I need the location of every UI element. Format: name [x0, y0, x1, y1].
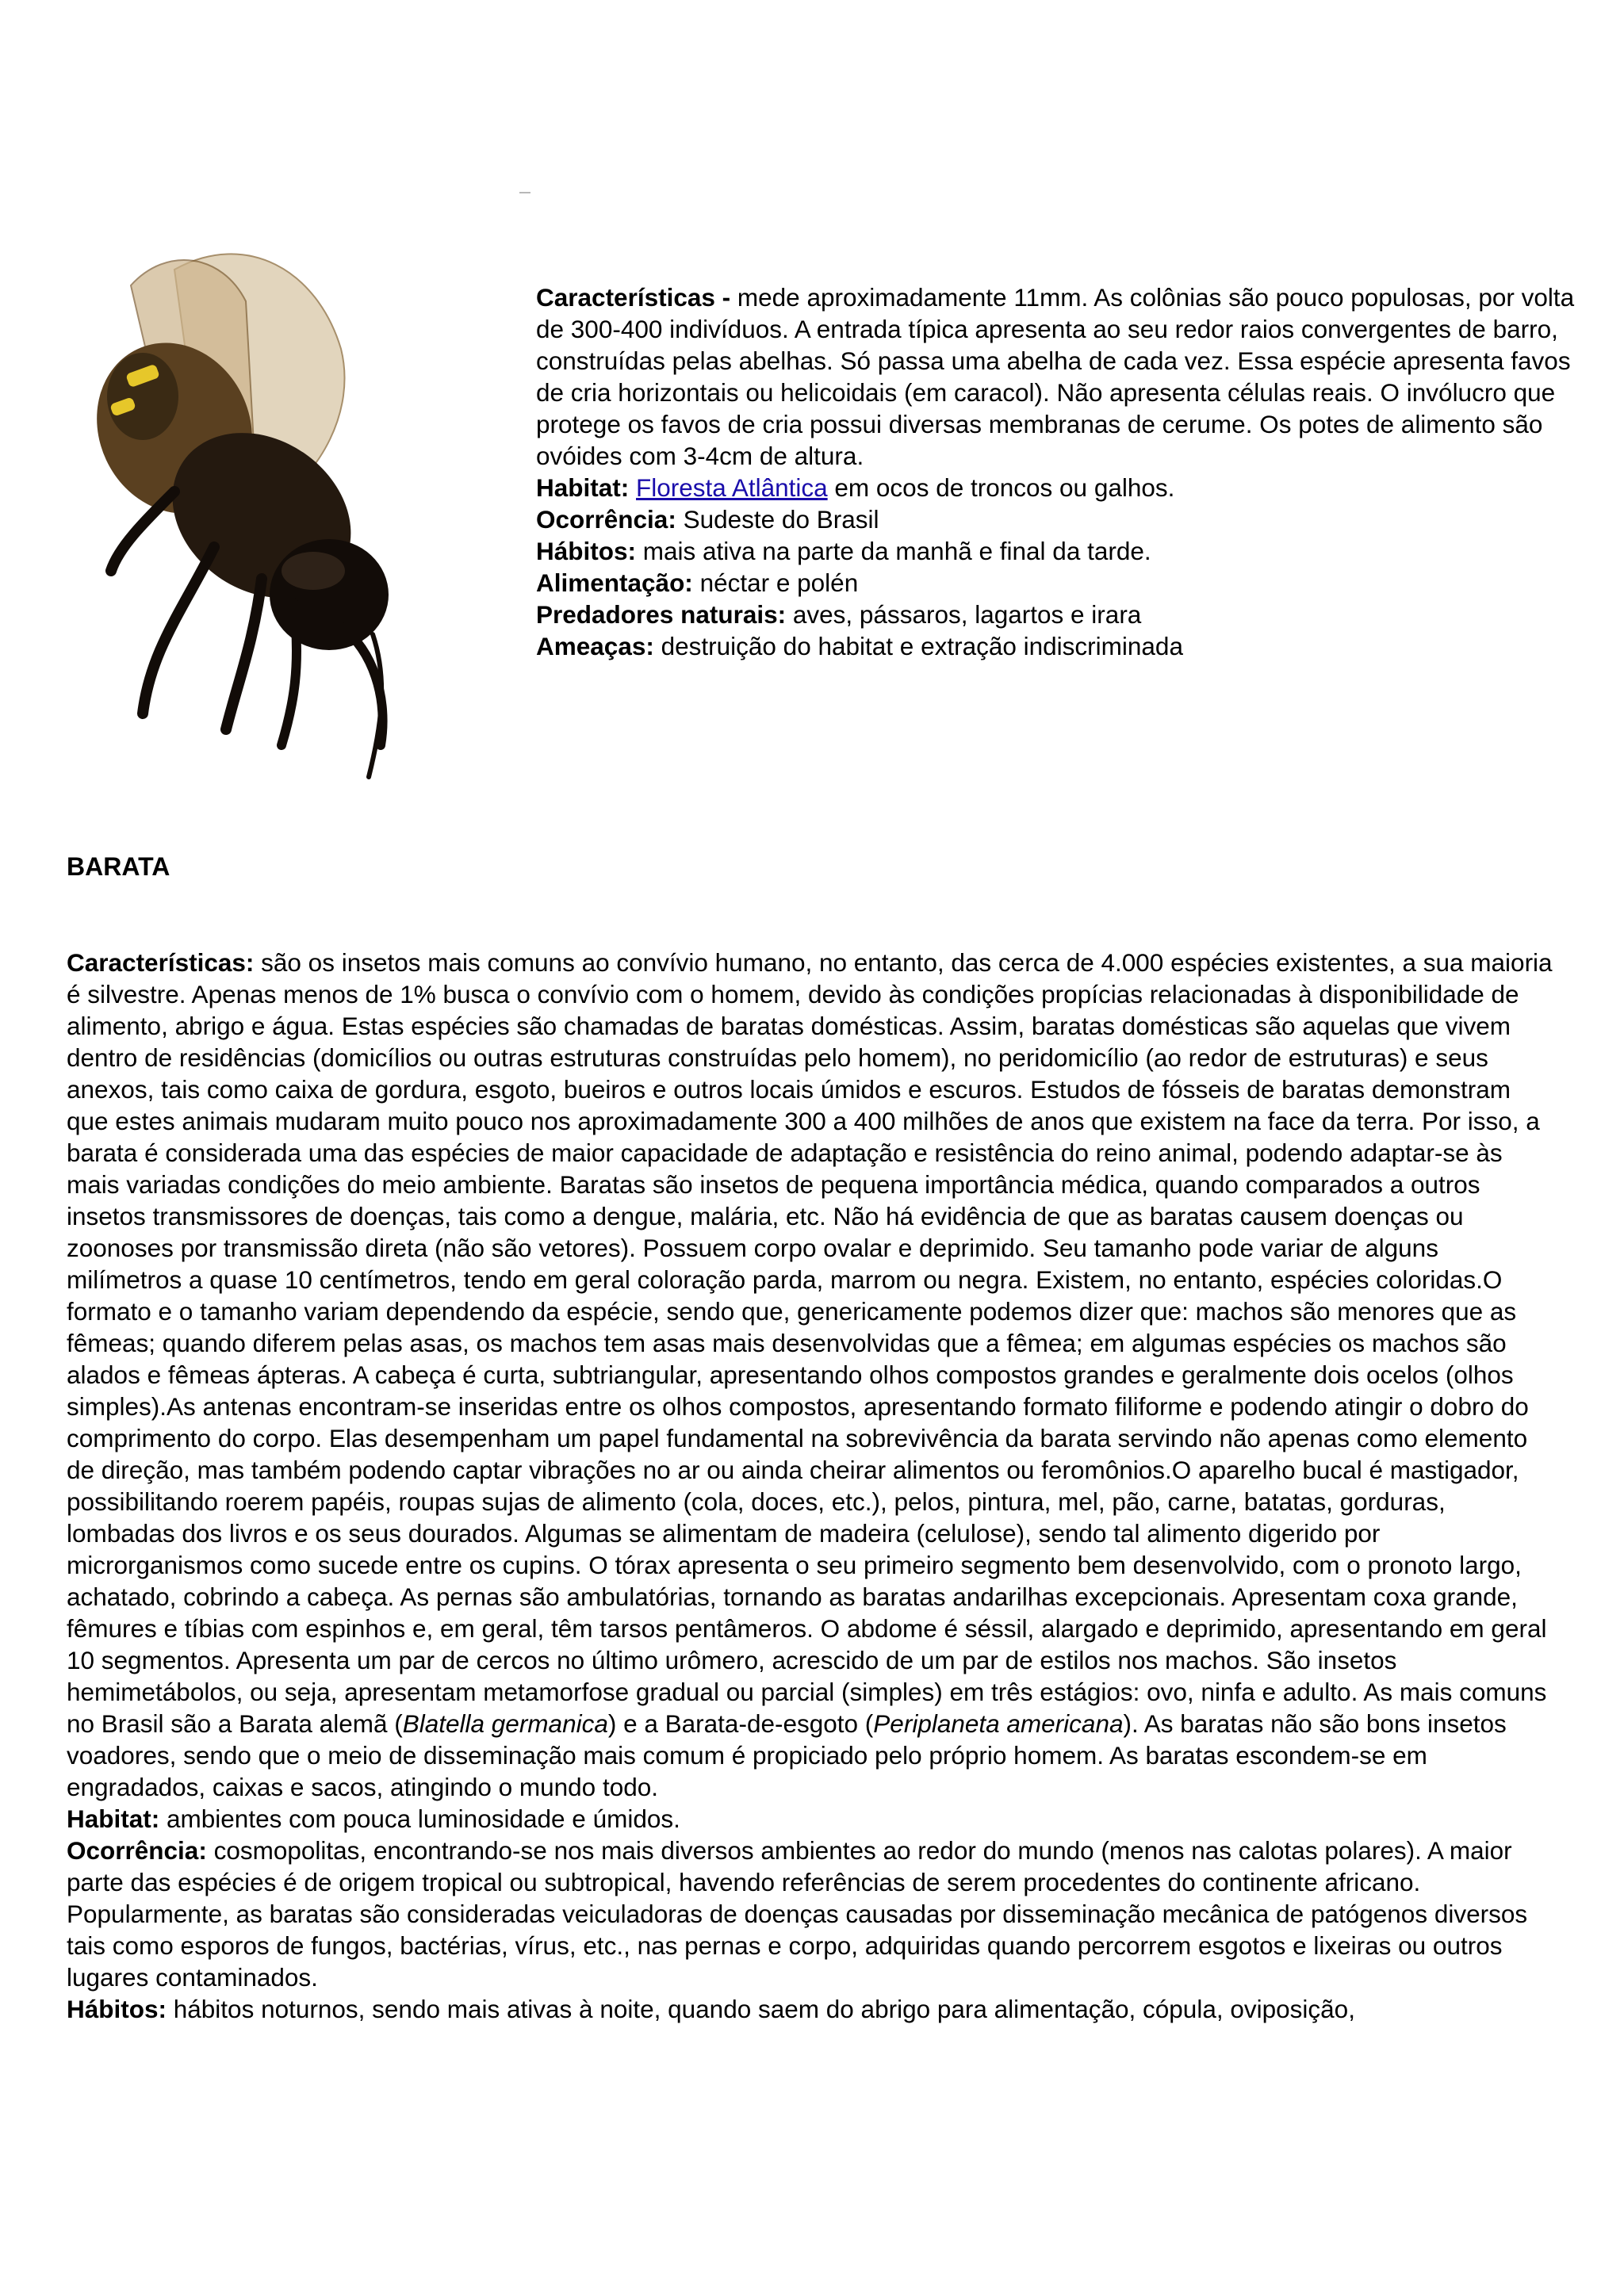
text-habitos: hábitos noturnos, sendo mais ativas à noite, quando saem do abrigo para alimentação, cópula, oviposição, [167, 1995, 1355, 2023]
bee-alimentacao [536, 567, 1575, 599]
stray-dash [519, 192, 530, 193]
label-habitat: Habitat: [536, 473, 630, 502]
barata-description [67, 947, 1557, 2025]
label-alimentacao: Alimentação: [536, 568, 693, 597]
barata-ocorrencia [67, 1835, 1557, 1993]
bee-description [536, 281, 1575, 662]
bee-ameacas [536, 630, 1575, 662]
text-habitat: ambientes com pouca luminosidade e úmidos. [159, 1804, 680, 1833]
text-habitat: em ocos de troncos ou galhos. [827, 473, 1175, 502]
label-ocorrencia: Ocorrência: [536, 505, 676, 534]
bee-photo-icon [56, 238, 523, 785]
species-periplaneta: Periplaneta americana [873, 1709, 1124, 1738]
label-habitat: Habitat: [67, 1804, 160, 1833]
text-alimentacao: néctar e polén [692, 568, 859, 597]
bee-ocorrencia [536, 503, 1575, 535]
label-predadores: Predadores naturais: [536, 600, 787, 629]
label-habitos: Hábitos: [67, 1995, 167, 2023]
bee-caracteristicas [536, 281, 1575, 472]
text-caracteristicas-2: ) e a Barata-de-esgoto ( [607, 1709, 874, 1738]
text-caracteristicas-3: ). As baratas não são bons insetos voadores, sendo que o meio de disseminação mais comum é propiciado pelo próprio homem. As baratas escondem-se em engradados, caixas e sacos, atingindo o mundo todo. [67, 1709, 1507, 1801]
floresta-atlantica-link[interactable]: Floresta Atlântica [636, 473, 828, 502]
bee-habitat [536, 472, 1575, 503]
barata-caracteristicas [67, 947, 1557, 1803]
label-caracteristicas: Características - [536, 283, 731, 312]
text-ameacas: destruição do habitat e extração indiscriminada [653, 632, 1183, 660]
label-ameacas: Ameaças: [536, 632, 654, 660]
label-habitos: Hábitos: [536, 537, 636, 565]
section-title-barata: BARATA [67, 852, 170, 881]
barata-habitat [67, 1803, 1557, 1835]
label-ocorrencia: Ocorrência: [67, 1836, 207, 1865]
text-habitos: mais ativa na parte da manhã e final da tarde. [636, 537, 1151, 565]
species-blatella: Blatella germanica [402, 1709, 608, 1738]
text-caracteristicas-1: são os insetos mais comuns ao convívio humano, no entanto, das cerca de 4.000 espécies existentes, a sua maioria é silvestre. Apenas menos de 1% busca o convívio com o homem, devido às condições propícias relacionadas à disponibilidade de alimento, abrigo e água. Estas espécies são chamadas de baratas domésticas. Assim, baratas domésticas são aquelas que vivem dentro de residências (domicílios ou outras estruturas construídas pelo homem), no peridomicílio (ao redor de estruturas) e seus anexos, tais como caixa de gordura, esgoto, bueiros e outros locais úmidos e escuros. Estudos de fósseis de baratas demonstram que estes animais mudaram muito pouco nos aproximadamente 300 a 400 milhões de anos que existem na face da terra. Por isso, a barata é considerada uma das espécies de maior capacidade de adaptação e resistência do reino animal, podendo adaptar-se às mais variadas condições do meio ambiente. Baratas são insetos de pequena importância médica, quando comparados a outros insetos transmissores de doenças, tais como a dengue, malária, etc. Não há evidência de que as baratas causem doenças ou zoonoses por transmissão direta (não são vetores). Possuem corpo ovalar e deprimido. Seu tamanho pode variar de alguns milímetros a quase 10 centímetros, tendo em geral coloração parda, marrom ou negra. Existem, no entanto, espécies coloridas.O formato e o tamanho variam dependendo da espécie, sendo que, genericamente podemos dizer que: machos são menores que as fêmeas; quando diferem pelas asas, os machos tem asas mais desenvolvidas que a fêmea; em algumas espécies os machos são alados e fêmeas ápteras. A cabeça é curta, subtriangular, apresentando olhos compostos grandes e geralmente dois ocelos (olhos simples).As antenas encontram-se inseridas entre os olhos compostos, apresentando formato filiforme e podendo atingir o dobro do comprimento do corpo. Elas desempenham um papel fundamental na sobrevivência da barata servindo não apenas como elemento de direção, mas também podendo captar vibrações no ar ou ainda cheirar alimentos ou feromônios.O aparelho bucal é mastigador, possibilitando roerem papéis, roupas sujas de alimento (cola, doces, etc.), pelos, pintura, mel, pão, carne, batatas, gorduras, lombadas dos livros e os seus dourados. Algumas se alimentam de madeira (celulose), sendo tal alimento digerido por microrganismos como sucede entre os cupins. O tórax apresenta o seu primeiro segmento bem desenvolvido, com o pronoto largo, achatado, cobrindo a cabeça. As pernas são ambulatórias, tornando as baratas andarilhas excepcionais. Apresentam coxa grande, fêmures e tíbias com espinhos e, em geral, têm tarsos pentâmeros. O abdome é séssil, alargado e deprimido, apresentando em geral 10 segmentos. Apresenta um par de cercos no último urômero, acrescido de um par de estilos nos machos. São insetos hemimetábolos, ou seja, apresentam metamorfose gradual ou parcial (simples) em três estágios: ovo, ninfa e adulto. As mais comuns no Brasil são a Barata alemã ( [67, 948, 1553, 1738]
label-caracteristicas: Características: [67, 948, 255, 977]
text-ocorrencia: Sudeste do Brasil [676, 505, 879, 534]
text-predadores: aves, pássaros, lagartos e irara [786, 600, 1142, 629]
barata-habitos [67, 1993, 1557, 2025]
bee-habitos [536, 535, 1575, 567]
text-ocorrencia: cosmopolitas, encontrando-se nos mais diversos ambientes ao redor do mundo (menos nas calotas polares). A maior parte das espécies é de origem tropical ou subtropical, havendo referências de serem procedentes do continente africano. Popularmente, as baratas são consideradas veiculadoras de doenças causadas por disseminação mecânica de patógenos diversos tais como esporos de fungos, bactérias, vírus, etc., nas pernas e corpo, adquiridas quando percorrem esgotos e lixeiras ou outros lugares contaminados. [67, 1836, 1528, 1992]
bee-predadores [536, 599, 1575, 630]
text-caracteristicas: mede aproximadamente 11mm. As colônias são pouco populosas, por volta de 300-400 indivíduos. A entrada típica apresenta ao seu redor raios convergentes de barro, construídas pelas abelhas. Só passa uma abelha de cada vez. Essa espécie apresenta favos de cria horizontais ou helicoidais (em caracol). Não apresenta células reais. O invólucro que protege os favos de cria possui diversas membranas de cerume. Os potes de alimento são ovóides com 3-4cm de altura. [536, 283, 1575, 470]
